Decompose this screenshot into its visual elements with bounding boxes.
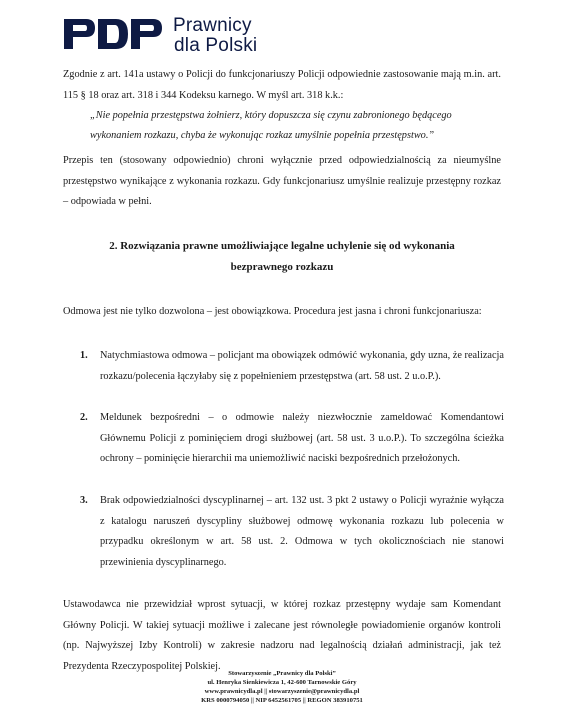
- paragraph-4: Ustawodawca nie przewidział wprost sytuacji, w której rozkaz przestępny wydaje sam Komendant Główny Policji. W takiej sytuacji możliwe i zalecane jest równoległe powiadomienie organów kontroli (np. Najwyższej Izby Kontroli) w zakresie nadzoru nad legalnością działań administracji, jak też Prezydenta Rzeczypospolitej Polskiej.: [63, 599, 501, 672]
- brand-name-line2: dla Polski: [174, 35, 258, 56]
- brand-name: [173, 16, 257, 56]
- footer-address: ul. Henryka Sienkiewicza 1, 42-600 Tarnowskie Góry: [207, 679, 357, 686]
- paragraph-2: Przepis ten (stosowany odpowiednio) chroni wyłącznie przed odpowiedzialnością za nieumyślne przestępstwo wynikające z wykonania rozkazu. Gdy funkcjonariusz umyślnie realizuje przestępny rozkaz – odpowiada w pełni.: [63, 155, 501, 207]
- list-item: [80, 346, 504, 387]
- list-item-number: 1.: [80, 350, 88, 361]
- list-item-text: Natychmiastowa odmowa – policjant ma obowiązek odmówić wykonania, gdy uzna, że realizacja rozkazu/polecenia łączyłaby się z popełnieniem przestępstwa (art. 58 ust. 2 u.o.P.).: [100, 350, 504, 382]
- brand-name-line1: Prawnicy: [173, 15, 252, 36]
- footer: [0, 669, 564, 705]
- footer-contact: www.prawnicydla.pl || stowarzyszenie@prawnicydla.pl: [204, 688, 360, 695]
- footer-registry: KRS 0000794050 || NIP 6452561705 || REGON 383910751: [201, 697, 363, 704]
- footer-org-name: Stowarzyszenie „Prawnicy dla Polski”: [228, 670, 336, 677]
- section-heading-line2: bezprawnego rozkazu: [230, 260, 334, 273]
- list-item-number: 2.: [80, 412, 88, 423]
- section-heading-line1: 2. Rozwiązania prawne umożliwiające legalne uchylenie się od wykonania: [109, 240, 455, 252]
- pdp-logo-icon: [64, 16, 164, 52]
- letterhead: [60, 16, 520, 56]
- section-heading: [63, 236, 501, 277]
- list-item: [80, 491, 504, 573]
- list-item-text: Meldunek bezpośredni – o odmowie należy niezwłocznie zameldować Komendantowi Głównemu Policji z pominięciem drogi służbowej (art. 58 ust. 3 u.o.P.). To szczególna ścieżka ochrony – pominięcie hierarchii ma uniemożliwić naciski bezpośrednich przełożonych.: [100, 412, 504, 464]
- list-item-number: 3.: [80, 495, 88, 506]
- paragraph-3: Odmowa jest nie tylko dozwolona – jest obowiązkowa. Procedura jest jasna i chroni funkcjonariusza:: [63, 306, 482, 317]
- quoted-article: „Nie popełnia przestępstwa żołnierz, który dopuszcza się czynu zabronionego będącego wykonaniem rozkazu, chyba że wykonując rozkaz umyślnie popełnia przestępstwo.”: [90, 110, 452, 141]
- list-item: [80, 408, 504, 470]
- intro-paragraph: Zgodnie z art. 141a ustawy o Policji do funkcjonariuszy Policji odpowiednie zastosowanie mają m.in. art. 115 § 18 oraz art. 318 i 344 Kodeksu karnego. W myśl art. 318 k.k.:: [63, 69, 501, 101]
- list-item-text: Brak odpowiedzialności dyscyplinarnej – art. 132 ust. 3 pkt 2 ustawy o Policji wyraźnie wyłącza z katalogu naruszeń dyscypliny służbowej odmowę wykonania rozkazu lub polecenia w przypadku określonym w art. 58 ust. 2. Odmowa w tych okolicznościach nie stanowi przewinienia dyscyplinarnego.: [100, 495, 504, 568]
